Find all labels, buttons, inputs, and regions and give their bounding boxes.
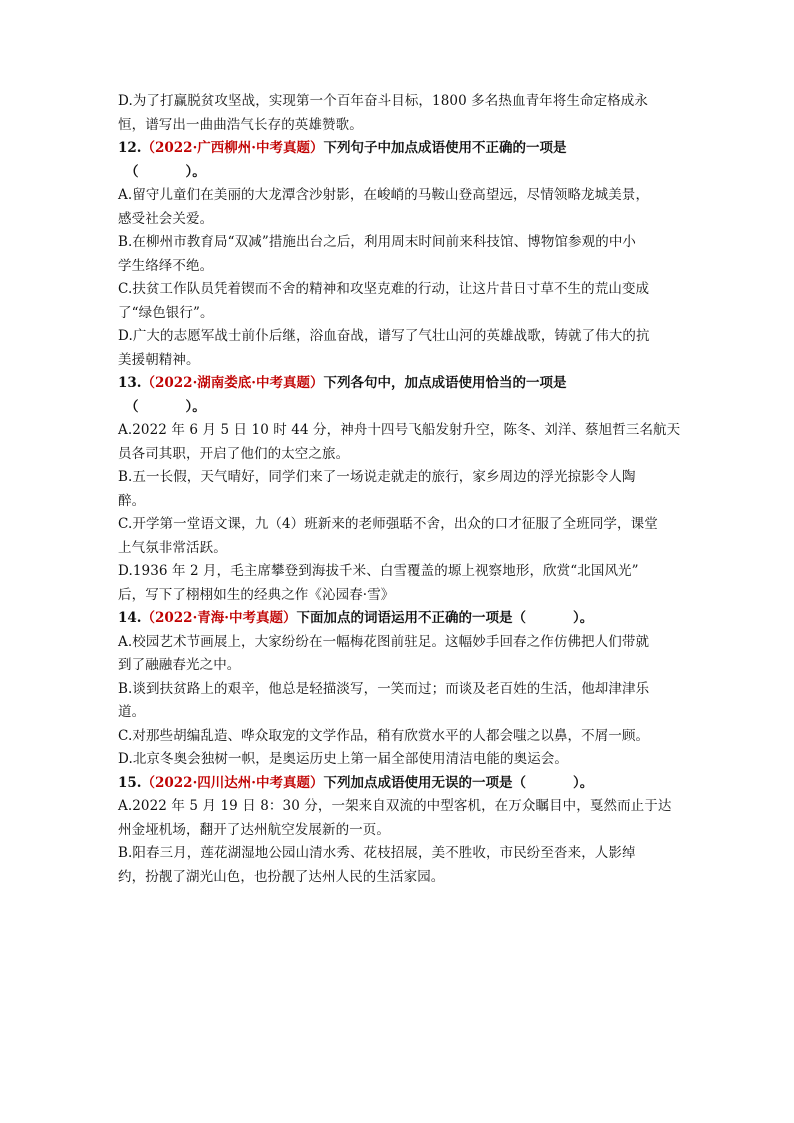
option-line: D.北京冬奥会独树一帜，是奥运历史上第一届全部使用清洁电能的奥运会。 bbox=[118, 751, 569, 767]
option-line: A.2022 年 6 月 5 日 10 时 44 分，神舟十四号飞船发射升空，陈冬、刘洋、蔡旭哲三名航天 bbox=[118, 422, 681, 438]
option-line: B.谈到扶贫路上的艰辛，他总是轻描淡写，一笑而过；而谈及老百姓的生活，他却津津乐 bbox=[118, 680, 650, 697]
option-line: A.校园艺术节画展上，大家纷纷在一幅梅花图前驻足。这幅妙手回春之作仿佛把人们带就 bbox=[118, 633, 650, 650]
option-line: 恒，谱写出一曲曲浩气长存的英雄赞歌。 bbox=[118, 116, 363, 133]
option-line: 到了融融春光之中。 bbox=[118, 657, 241, 673]
option-line: 后，写下了栩栩如生的经典之作《沁园春·雪》 bbox=[118, 586, 395, 603]
question-number: 13. bbox=[118, 375, 142, 391]
option-line: C.开学第一堂语文课，九（4）班新来的老师强聒不舍，出众的口才征服了全班同学，课堂 bbox=[118, 516, 658, 532]
question-number: 15. bbox=[118, 774, 142, 791]
option-line: A.留守儿童们在美丽的大龙潭含沙射影，在峻峭的马鞍山登高望远，尽情领略龙城美景， bbox=[118, 187, 650, 203]
question-source: （2022·湖南娄底·中考真题） bbox=[141, 375, 324, 391]
question-text: 下列句子中加点成语使用不正确的一项是 bbox=[323, 140, 567, 156]
option-line: D.1936 年 2 月，毛主席攀登到海拔千米、白雪覆盖的塬上视察地形，欣赏“北国风光” bbox=[118, 563, 639, 579]
option-line: 感受社会关爱。 bbox=[118, 210, 214, 227]
option-line: D.为了打赢脱贫攻坚战，实现第一个百年奋斗目标，1800 多名热血青年将生命定格成永 bbox=[118, 93, 648, 109]
option-line: 学生络绎不绝。 bbox=[118, 257, 214, 274]
answer-bracket: （ ）。 bbox=[125, 163, 206, 180]
question-stem bbox=[118, 772, 674, 796]
option-line: 了“绿色银行”。 bbox=[118, 304, 214, 321]
option-line: 美援朝精神。 bbox=[118, 351, 200, 368]
option-line: B.阳春三月，莲花湖湿地公园山清水秀、花枝招展，美不胜收，市民纷至沓来，人影绰 bbox=[118, 845, 636, 861]
question-12 bbox=[118, 137, 674, 372]
option-line: 上气氛非常活跃。 bbox=[118, 539, 227, 556]
option-line: 约，扮靓了湖光山色，也扮靓了达州人民的生活家园。 bbox=[118, 868, 445, 885]
question-text: 下面加点的词语运用不正确的一项是（ ）。 bbox=[296, 610, 594, 626]
previous-option-d bbox=[118, 90, 674, 137]
question-number: 12. bbox=[118, 140, 142, 156]
option-line: C.对那些胡编乱造、哗众取宠的文学作品，稍有欣赏水平的人都会嗤之以鼻，不屑一顾。 bbox=[118, 727, 650, 744]
question-number: 14. bbox=[118, 610, 142, 626]
option-line: 醉。 bbox=[118, 492, 146, 509]
option-line: C.扶贫工作队员凭着锲而不舍的精神和攻坚克难的行动，让这片昔日寸草不生的荒山变成 bbox=[118, 281, 650, 297]
question-source: （2022·四川达州·中考真题） bbox=[141, 774, 324, 791]
question-14 bbox=[118, 607, 674, 772]
answer-bracket: （ ）。 bbox=[125, 398, 206, 415]
question-source: （2022·广西柳州·中考真题） bbox=[141, 140, 324, 156]
question-text: 下列加点成语使用无误的一项是（ ）。 bbox=[323, 774, 594, 791]
question-stem bbox=[118, 607, 674, 631]
option-line: 道。 bbox=[118, 704, 146, 720]
option-line: D.广大的志愿军战士前仆后继，浴血奋战，谱写了气壮山河的英雄战歌，铸就了伟大的抗 bbox=[118, 328, 650, 344]
question-13 bbox=[118, 372, 681, 607]
question-source: （2022·青海·中考真题） bbox=[141, 610, 297, 626]
option-line: 州金垭机场，翻开了达州航空发展新的一页。 bbox=[118, 821, 390, 838]
option-line: B.在柳州市教育局“双减”措施出台之后，利用周末时间前来科技馆、博物馆参观的中小 bbox=[118, 234, 637, 250]
option-line: B.五一长假，天气晴好，同学们来了一场说走就走的旅行，家乡周边的浮光掠影令人陶 bbox=[118, 469, 636, 485]
question-text: 下列各句中，加点成语使用恰当的一项是 bbox=[323, 375, 567, 391]
option-line: 员各司其职，开启了他们的太空之旅。 bbox=[118, 445, 350, 462]
question-stem bbox=[118, 372, 674, 396]
question-15 bbox=[118, 772, 674, 890]
question-stem bbox=[118, 137, 674, 161]
option-line: A.2022 年 5 月 19 日 8：30 分，一架来自双流的中型客机，在万众瞩目中，戛然而止于达 bbox=[118, 798, 672, 814]
